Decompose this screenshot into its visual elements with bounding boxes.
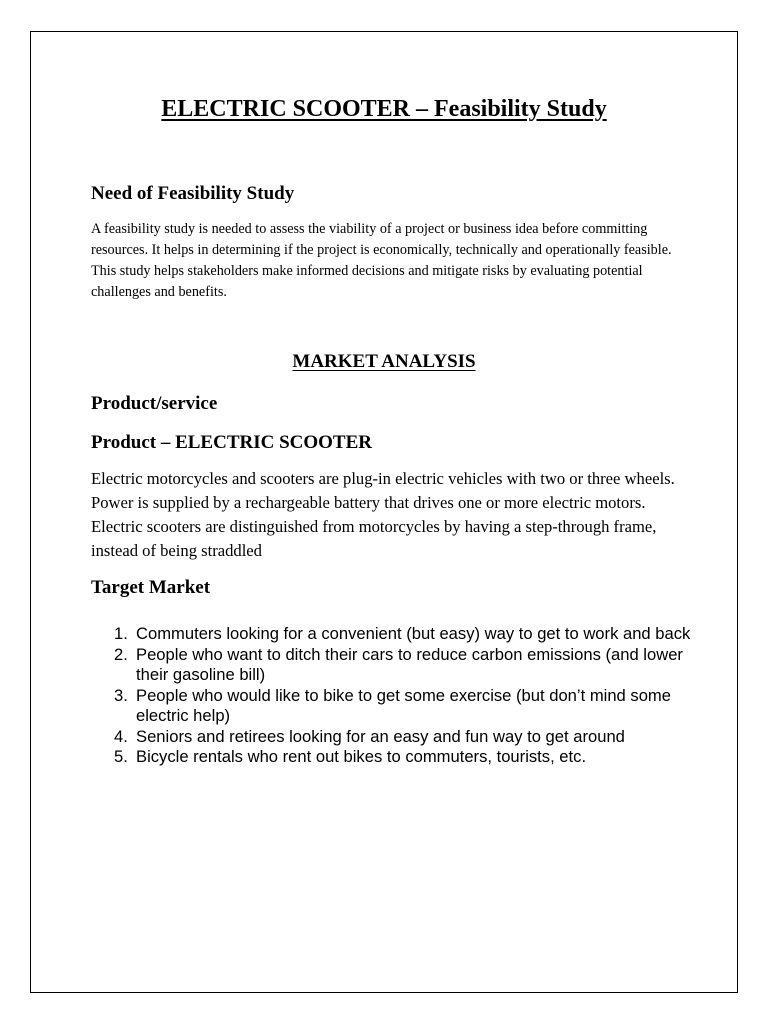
list-item-number: 4. — [114, 726, 128, 746]
product-paragraph: Electric motorcycles and scooters are plug-in electric vehicles with two or three wheels. Power is supplied by a rechargeable battery that drives one or more electric motors. Electric scooters are distinguished from motorcycles by having a step-through frame, instead of being straddled — [91, 469, 675, 560]
need-section — [91, 182, 681, 303]
target-market-heading: Target Market — [91, 577, 211, 598]
document-title: ELECTRIC SCOOTER – Feasibility Study — [161, 96, 607, 122]
list-item-text: People who would like to bike to get some exercise (but don’t mind some electric help) — [136, 685, 671, 725]
list-item-text: Commuters looking for a convenient (but easy) way to get to work and back — [136, 624, 691, 643]
list-item — [114, 727, 704, 748]
list-item-number: 3. — [114, 685, 128, 705]
list-item-number: 1. — [114, 624, 128, 643]
list-item-text: People who want to ditch their cars to reduce carbon emissions (and lower their gasoline bill) — [136, 644, 683, 684]
list-item-number: 2. — [114, 644, 128, 664]
need-paragraph: A feasibility study is needed to assess the viability of a project or business idea before committing resources. It helps in determining if the project is economically, technically and operationally feasible. This study helps stakeholders make informed decisions and mitigate risks by evaluating potential challenges and benefits. — [91, 221, 672, 300]
product-service-heading: Product/service — [91, 393, 218, 414]
product-section — [91, 392, 681, 600]
market-analysis-heading: MARKET ANALYSIS — [292, 351, 476, 372]
list-item-text: Bicycle rentals who rent out bikes to commuters, tourists, etc. — [136, 747, 587, 766]
list-item — [114, 624, 704, 645]
list-item-text: Seniors and retirees looking for an easy and fun way to get around — [136, 726, 625, 746]
need-heading: Need of Feasibility Study — [91, 183, 295, 204]
target-market-list — [114, 624, 704, 768]
list-item-number: 5. — [114, 747, 128, 766]
list-item — [114, 645, 704, 686]
document-page — [30, 31, 738, 993]
product-heading: Product – ELECTRIC SCOOTER — [91, 432, 373, 453]
list-item — [114, 747, 704, 768]
list-item — [114, 686, 704, 727]
